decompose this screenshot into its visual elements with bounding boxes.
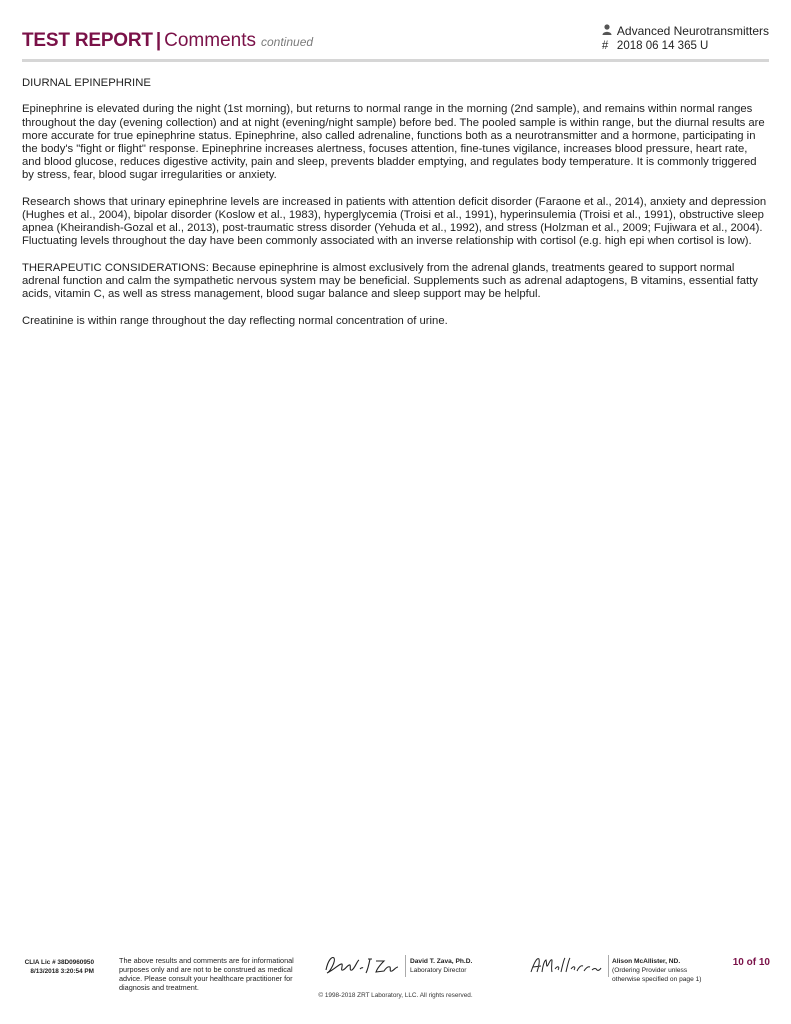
report-header <box>22 0 769 60</box>
print-timestamp: 8/13/2018 3:20:54 PM <box>30 968 94 975</box>
header-rule <box>22 59 769 62</box>
provider-block <box>612 957 701 984</box>
provider-signature <box>528 953 604 982</box>
accession-line <box>602 39 769 54</box>
provider-name: Alison McAllister, ND. <box>612 958 681 965</box>
page-number: 10 of 10 <box>732 957 770 968</box>
hash-symbol: # <box>601 40 609 52</box>
paragraph-epinephrine-overview: Epinephrine is elevated during the night (1st morning), but returns to normal range in the morning (2nd sample), and remains within normal ranges throughout the day (evening collection) and at night (evening/night sample) before bed. The pooled sample is within range, but the diurnal results are more accurate for true epinephrine status. Epinephrine, also called adrenaline, functions both as a neurotransmitter and a hormone, participating in the body's "fight or flight" response. Epinephrine increases alertness, focuses attention, fine-tunes vigilance, increases blood pressure, heart rate, and blood glucose, reduces digestive activity, pain and sleep, prevents bladder emptying, and regulates body temperature. It is commonly triggered by stress, fear, blood sugar irregularities or anxiety. <box>22 103 765 182</box>
signature-divider <box>608 955 609 977</box>
report-footer <box>0 950 791 1024</box>
director-name: David T. Zava, Ph.D. <box>410 958 473 965</box>
profile-line <box>602 24 769 39</box>
clia-block <box>24 958 94 976</box>
disclaimer: The above results and comments are for informational purposes only and are not to be construed as medical advice. Please consult your healthcare practitioner for diagnosis and treatment. <box>119 956 294 992</box>
provider-note-1: (Ordering Provider unless <box>612 967 688 974</box>
clia-license: CLIA Lic # 38D0960950 <box>24 959 94 966</box>
comments-body <box>22 77 769 341</box>
paragraph-therapeutic: THERAPEUTIC CONSIDERATIONS: Because epinephrine is almost exclusively from the adrenal glands, treatments geared to support normal adrenal function and calm the sympathetic nervous system may be beneficial. Supplements such as adrenal adaptogens, B vitamins, essential fatty acids, vitamin C, as well as stress management, blood sugar balance and sleep support may be helpful. <box>22 261 758 301</box>
title-separator: | <box>155 30 162 51</box>
director-title: Laboratory Director <box>410 967 467 974</box>
director-signature <box>322 952 402 983</box>
report-label: TEST REPORT <box>22 30 153 51</box>
accession-number: 2018 06 14 365 U <box>616 40 709 52</box>
provider-note-2: otherwise specified on page 1) <box>612 976 702 983</box>
director-block <box>410 957 472 975</box>
signature-divider <box>405 955 406 977</box>
paragraph-research: Research shows that urinary epinephrine levels are increased in patients with attention deficit disorder (Faraone et al., 2014), anxiety and depression (Hughes et al., 2004), bipolar disorder (Koslow et al., 1983), hyperglycemia (Troisi et al., 1991), hyperinsulemia (Troisi et al., 1991), obstructive sleep apnea (Kheirandish-Gozal et al., 2013), post-traumatic stress disorder (Yehuda et al., 1992), and stress (Holzman et al., 2009; Fujiwara et al., 2004). Fluctuating levels throughout the day have been commonly associated with an inverse relationship with cortisol (e.g. high epi when cortisol is low). <box>22 195 767 248</box>
section-label: Comments <box>164 30 256 51</box>
page-title <box>22 30 313 52</box>
profile-name: Advanced Neurotransmitters <box>616 24 769 38</box>
continued-label: continued <box>261 35 314 49</box>
section-heading: DIURNAL EPINEPHRINE <box>22 77 151 89</box>
paragraph-creatinine: Creatinine is within range throughout the day reflecting normal concentration of urine. <box>22 314 448 327</box>
report-meta <box>602 24 769 54</box>
copyright: © 1998-2018 ZRT Laboratory, LLC. All rights reserved. <box>318 992 473 999</box>
person-icon <box>602 24 615 39</box>
